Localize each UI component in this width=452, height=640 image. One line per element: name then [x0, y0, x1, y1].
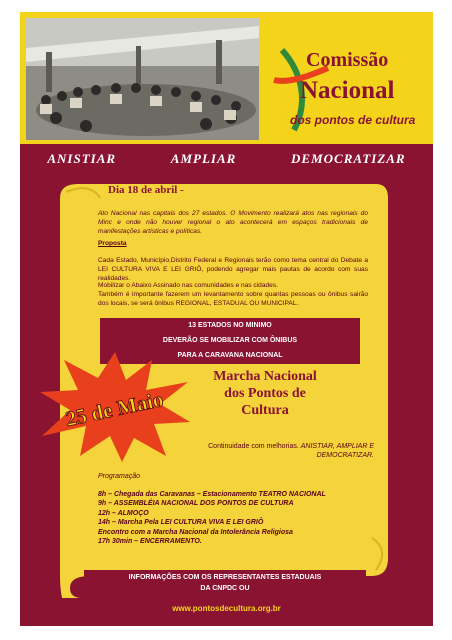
list-item: 9h – ASSEMBLÉIA NACIONAL DOS PONTOS DE CULTURA: [98, 500, 294, 508]
slogan-bar: [20, 148, 433, 170]
info-line1: INFORMAÇÕES COM OS REPRESENTANTES ESTADUAIS: [128, 574, 322, 581]
marcha-title: [180, 368, 350, 419]
continuidade-text: [154, 442, 374, 461]
logo-line3: dos pontos de cultura: [290, 113, 416, 127]
slogan-anistiar: ANISTIAR: [47, 151, 117, 166]
proposta-p1: Cada Estado, Município,Distrito Federal e Regionais terão como tema central do Debate a LEI CULTURA VIVA E LEI GRIÔ, podendo agregar mais pautas de acordo com suas realidades.: [98, 257, 368, 282]
info-line2: DA CNPDC OU: [200, 585, 250, 592]
list-item: 12h – ALMOÇO: [98, 509, 149, 517]
continuidade-emph: ANISTIAR, AMPLIAR E DEMOCRATIZAR.: [300, 443, 374, 460]
logo-line2: Nacional: [300, 77, 395, 104]
list-item: Encontro com a Marcha Nacional da Intolerância Religiosa: [98, 528, 293, 536]
date-title: Dia 18 de abril -: [108, 184, 184, 196]
marcha-line2: dos Pontos de: [224, 386, 306, 401]
marcha-line1: Marcha Nacional: [213, 369, 317, 384]
mobilize-line2: DEVERÃO SE MOBILIZAR COM ÔNIBUS: [162, 337, 298, 344]
mobilize-line3: PARA A CARAVANA NACIONAL: [177, 352, 283, 359]
intro-text: Ato Nacional nas capitais dos 27 estados. O Movimento realizará atos nas regionais do Minc e onde não houver regional o ato acontecerá em espaços tradicionais de manifestações artísticas e políticas.: [98, 210, 368, 235]
list-item: 14h – Marcha Pela LEI CULTURA VIVA E LEI GRIÔ: [98, 519, 264, 527]
continuidade-lead: Continuidade com melhorias.: [208, 443, 301, 450]
event-photo: [26, 18, 259, 140]
starburst-text: 25 de Maio: [63, 387, 166, 432]
mobilize-line1: 13 ESTADOS NO MINIMO: [188, 322, 272, 329]
proposta-p2: Mobilizar o Abaixo Assinado nas comunidades e nas cidades.: [98, 282, 278, 289]
logo-line1: Comissão: [306, 49, 389, 71]
info-banner: [84, 570, 366, 598]
website-link[interactable]: www.pontosdecultura.org.br: [172, 604, 281, 613]
proposta-heading: Proposta: [98, 240, 127, 247]
proposta-p3: Também é importante fazerem um levantamento sobre quantas pessoas ou ônibus sairão dos locais, se será ônibus REGIONAL, ESTADUAL OU MUNICIPAL.: [98, 291, 368, 307]
cnpdc-logo: [270, 40, 430, 136]
list-item: 8h – Chegada das Caravanas – Estacionamento TEATRO NACIONAL: [98, 491, 326, 498]
programacao-heading: Programação: [98, 473, 141, 480]
programacao-list: [98, 490, 368, 547]
slogan-ampliar: AMPLIAR: [170, 151, 237, 166]
list-item: 17h 30min – ENCERRAMENTO.: [98, 538, 202, 546]
slogan-democratizar: DEMOCRATIZAR: [291, 151, 406, 166]
marcha-line3: Cultura: [241, 403, 289, 418]
